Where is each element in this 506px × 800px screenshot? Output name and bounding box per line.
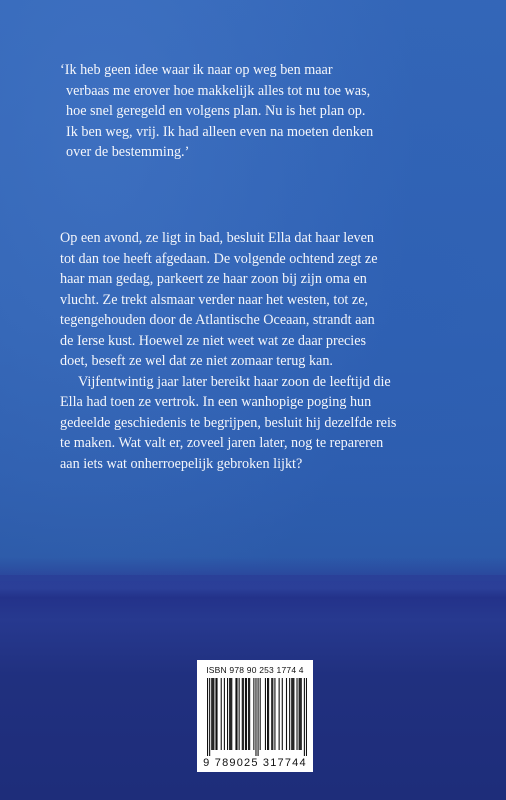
barcode-bar <box>213 678 214 750</box>
quote-line: verbaas me erover hoe makkelijk alles tot nu toe was, <box>66 82 371 99</box>
barcode-bar <box>265 678 266 750</box>
quote-line: over de bestemming.’ <box>66 144 190 160</box>
barcode-bar <box>296 678 297 750</box>
barcode-bar <box>271 678 272 750</box>
barcode-bar <box>255 678 256 756</box>
barcode-bar <box>279 678 280 750</box>
barcode-bar <box>235 678 236 750</box>
barcode-bar <box>267 678 268 750</box>
barcode <box>197 660 313 772</box>
barcode-bar <box>239 678 240 750</box>
barcode-bar <box>286 678 287 750</box>
blurb-line: te maken. Wat valt er, zoveel jaren later, nog te repareren <box>60 435 384 451</box>
ean-digits: 9 789025 317744 <box>203 757 307 769</box>
barcode-bar <box>229 678 230 750</box>
blurb-line: vlucht. Ze trekt alsmaar verder naar het westen, tot ze, <box>60 291 369 308</box>
barcode-bar <box>260 678 261 750</box>
barcode-bar <box>293 678 294 750</box>
barcode-bar <box>292 678 293 750</box>
barcode-bar <box>249 678 250 750</box>
barcode-bar <box>301 678 302 750</box>
barcode-bar <box>306 678 307 756</box>
quote-line: ‘Ik heb geen idee waar ik naar op weg ben maar <box>60 62 333 78</box>
barcode-bar <box>212 678 213 750</box>
barcode-bar <box>215 678 216 750</box>
barcode-bar <box>224 678 225 750</box>
blurb-line: Op een avond, ze ligt in bad, besluit Ella dat haar leven <box>60 230 374 246</box>
blurb-line: gedeelde geschiedenis te begrijpen, besluit hij dezelfde reis <box>60 414 397 431</box>
blurb-line: Vijfentwintig jaar later bereikt haar zoon de leeftijd die <box>78 373 391 390</box>
barcode-bar <box>253 678 254 750</box>
barcode-bar <box>209 678 210 756</box>
blurb-line: de Ierse kust. Hoewel ze niet weet wat ze daar precies <box>60 332 367 349</box>
barcode-bar <box>242 678 243 750</box>
barcode-bar <box>299 678 300 750</box>
barcode-bar <box>231 678 232 750</box>
quote-block <box>60 60 490 163</box>
blurb-line: tot dan toe heeft afgedaan. De volgende ochtend zegt ze <box>60 250 378 267</box>
blurb-line: haar man gedag, parkeert ze haar zoon bij zijn oma en <box>60 271 367 287</box>
blurb-text <box>60 228 490 474</box>
barcode-bar <box>216 678 217 750</box>
barcode-bar <box>268 678 269 750</box>
blurb-line: aan iets wat onherroepelijk gebroken lijkt? <box>60 455 303 472</box>
barcode-bar <box>304 678 305 756</box>
barcode-bar <box>236 678 237 750</box>
barcode-bar <box>272 678 273 750</box>
barcode-bar <box>289 678 290 750</box>
isbn-label: ISBN 978 90 253 1774 4 <box>206 665 304 675</box>
barcode-bar <box>245 678 246 750</box>
barcode-bar <box>207 678 208 756</box>
quote-line: hoe snel geregeld en volgens plan. Nu is het plan op. <box>66 103 366 119</box>
barcode-bar <box>221 678 222 750</box>
barcode-bar <box>246 678 247 750</box>
quote-line: Ik ben weg, vrij. Ik had alleen even na moeten denken <box>66 123 374 140</box>
barcode-bar <box>211 678 212 750</box>
barcode-bars <box>207 678 307 756</box>
barcode-bar <box>274 678 275 750</box>
barcode-bar <box>227 678 228 750</box>
barcode-bar <box>230 678 231 750</box>
barcode-bar <box>282 678 283 750</box>
barcode-bar <box>243 678 244 750</box>
blurb-line: doet, beseft ze wel dat ze niet zomaar terug kan. <box>60 353 333 369</box>
barcode-bar <box>258 678 259 756</box>
barcode-bar <box>300 678 301 750</box>
blurb-line: tegengehouden door de Atlantische Oceaan, strandt aan <box>60 312 375 328</box>
blurb-line: Ella had toen ze vertrok. In een wanhopige poging hun <box>60 394 372 410</box>
barcode-bar <box>248 678 249 750</box>
barcode-bar <box>291 678 292 750</box>
